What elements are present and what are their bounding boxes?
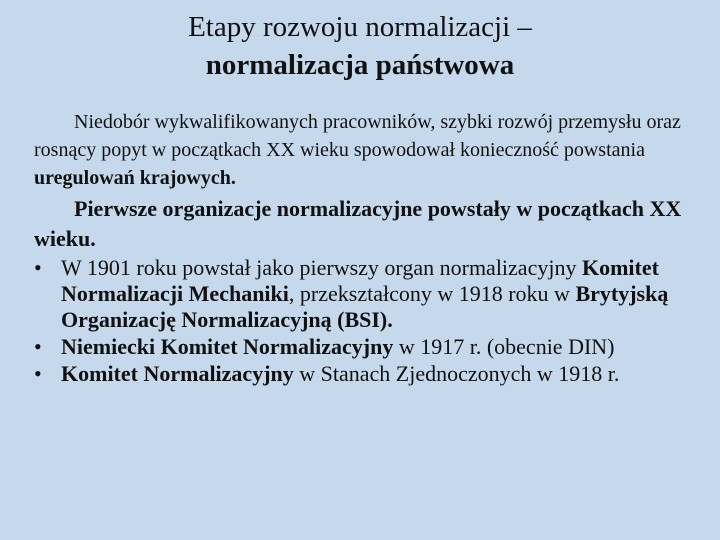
- paragraph-shortage-text: Niedobór wykwalifikowanych pracowników, szybki rozwój przemysłu oraz rosnący popyt w początkach XX wieku spowodował konieczność powstania: [34, 111, 681, 161]
- bullet-1-text-1: W 1901 roku powstał jako pierwszy organ normalizacyjny: [61, 255, 582, 280]
- paragraph-shortage-bold: uregulowań krajowych.: [34, 167, 236, 189]
- bullet-marker: •: [34, 361, 42, 386]
- title-line-1: Etapy rozwoju normalizacji –: [188, 11, 532, 43]
- bullet-item-usa: [34, 361, 701, 387]
- paragraph-first-organizations: Pierwsze organizacje normalizacyjne powstały w początkach XX wieku.: [34, 196, 682, 251]
- slide-body: [34, 108, 710, 387]
- bullet-2-bold-1: Niemiecki Komitet Normalizacyjny: [61, 334, 394, 359]
- title-line-2: normalizacja państwowa: [205, 49, 515, 81]
- bullet-marker: •: [34, 334, 42, 359]
- bullet-3-text-1: w Stanach Zjednoczonych w 1918 r.: [293, 361, 620, 386]
- bullet-2-text-1: w 1917 r. (obecnie DIN): [393, 334, 615, 359]
- bullet-item-bsi: [34, 255, 701, 333]
- bullet-item-din: [34, 334, 701, 360]
- bullet-1-bold-2: Brytyjską Organizację Normalizacyjną (BSI).: [61, 281, 669, 332]
- bullet-list: [34, 255, 710, 387]
- bullet-marker: •: [34, 255, 42, 280]
- slide-title: [0, 8, 720, 84]
- bullet-3-bold-1: Komitet Normalizacyjny: [61, 361, 294, 386]
- bullet-1-text-2: , przekształcony w 1918 roku w: [288, 281, 576, 306]
- bullet-1-bold-1: Komitet Normalizacji Mechaniki: [61, 255, 659, 306]
- paragraph-shortage: [34, 108, 710, 192]
